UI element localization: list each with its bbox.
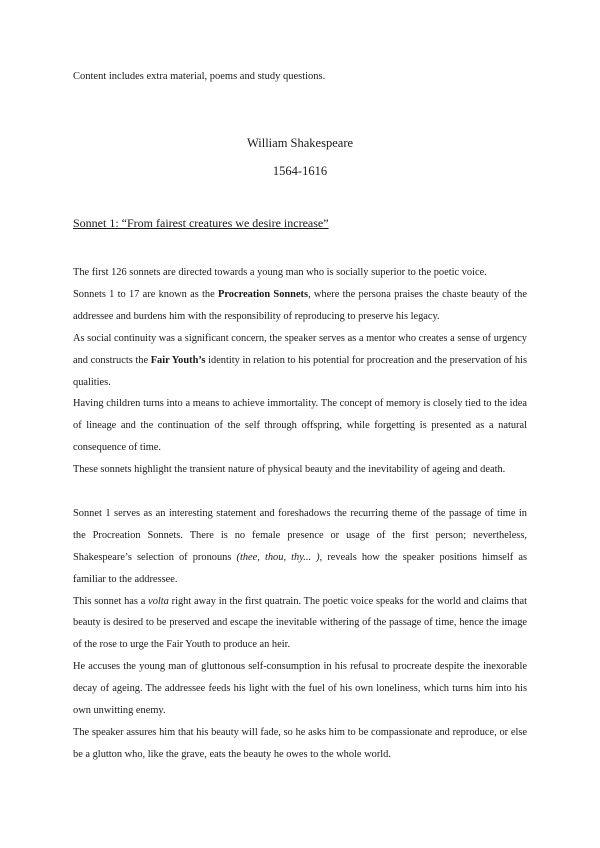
fair-youth-term: Fair Youth’s bbox=[150, 354, 206, 366]
author-name: William Shakespeare bbox=[246, 136, 354, 150]
paragraph-6-text-b: , reveals how the speaker positions himself as familiar to the addressee. bbox=[73, 551, 527, 585]
section-title: Sonnet 1: “From fairest creatures we desire increase” bbox=[73, 216, 329, 230]
paragraph-5: These sonnets highlight the transient nature of physical beauty and the inevitability of ageing and death. bbox=[73, 464, 506, 476]
paragraph-3-text-b: identity in relation to his potential for procreation and the preservation of his qualities. bbox=[73, 354, 527, 388]
paragraph-8: He accuses the young man of gluttonous self-consumption in his refusal to procreate despite the inexorable decay of ageing. The addressee feeds his light with the fuel of his own loneliness, which turns him into his own unwitting enemy. bbox=[73, 661, 527, 717]
paragraph-2 bbox=[73, 284, 527, 328]
author-years: 1564-1616 bbox=[272, 164, 328, 178]
paragraph-2-text-a: Sonnets 1 to 17 are known as the bbox=[73, 288, 219, 300]
volta-term: volta bbox=[148, 595, 169, 607]
paragraph-4: Having children turns into a means to achieve immortality. The concept of memory is closely tied to the idea of lineage and the continuation of the self through offspring, while forgetting is presented as a natural consequence of time. bbox=[73, 398, 527, 454]
paragraph-7 bbox=[73, 591, 527, 657]
procreation-sonnets-term: Procreation Sonnets bbox=[218, 288, 309, 300]
paragraph-9: The speaker assures him that his beauty will fade, so he asks him to be compassionate and reproduce, or else be a glutton who, like the grave, eats the beauty he owes to the whole world. bbox=[73, 727, 527, 760]
paragraph-3-text-a: As social continuity was a significant concern, the speaker serves as a mentor who creates a sense of urgency and constructs the bbox=[73, 332, 527, 366]
paragraph-3 bbox=[73, 328, 527, 394]
paragraph-7-text-b: right away in the first quatrain. The poetic voice speaks for the world and claims that beauty is desired to be preserved and escape the inevitable withering of the passage of time, hence the image of the rose to urge the Fair Youth to produce an heir. bbox=[73, 595, 527, 651]
paragraph-2-text-b: , where the persona praises the chaste beauty of the addressee and burdens him with the responsibility of reproducing to preserve his legacy. bbox=[73, 288, 527, 322]
paragraph-1: The first 126 sonnets are directed towards a young man who is socially superior to the poetic voice. bbox=[73, 267, 487, 278]
paragraph-6-text-a: Sonnet 1 serves as an interesting statement and foreshadows the recurring theme of the passage of time in the Procreation Sonnets. There is no female presence or usage of the first person; nevertheless, Shakespeare’s selection of pronouns bbox=[73, 507, 527, 563]
pronouns-example: (thee, thou, thy... ) bbox=[236, 551, 320, 563]
intro-note: Content includes extra material, poems and study questions. bbox=[73, 71, 326, 82]
body-text bbox=[73, 262, 527, 766]
paragraph-6 bbox=[73, 503, 527, 591]
paragraph-7-text-a: This sonnet has a bbox=[73, 595, 149, 607]
